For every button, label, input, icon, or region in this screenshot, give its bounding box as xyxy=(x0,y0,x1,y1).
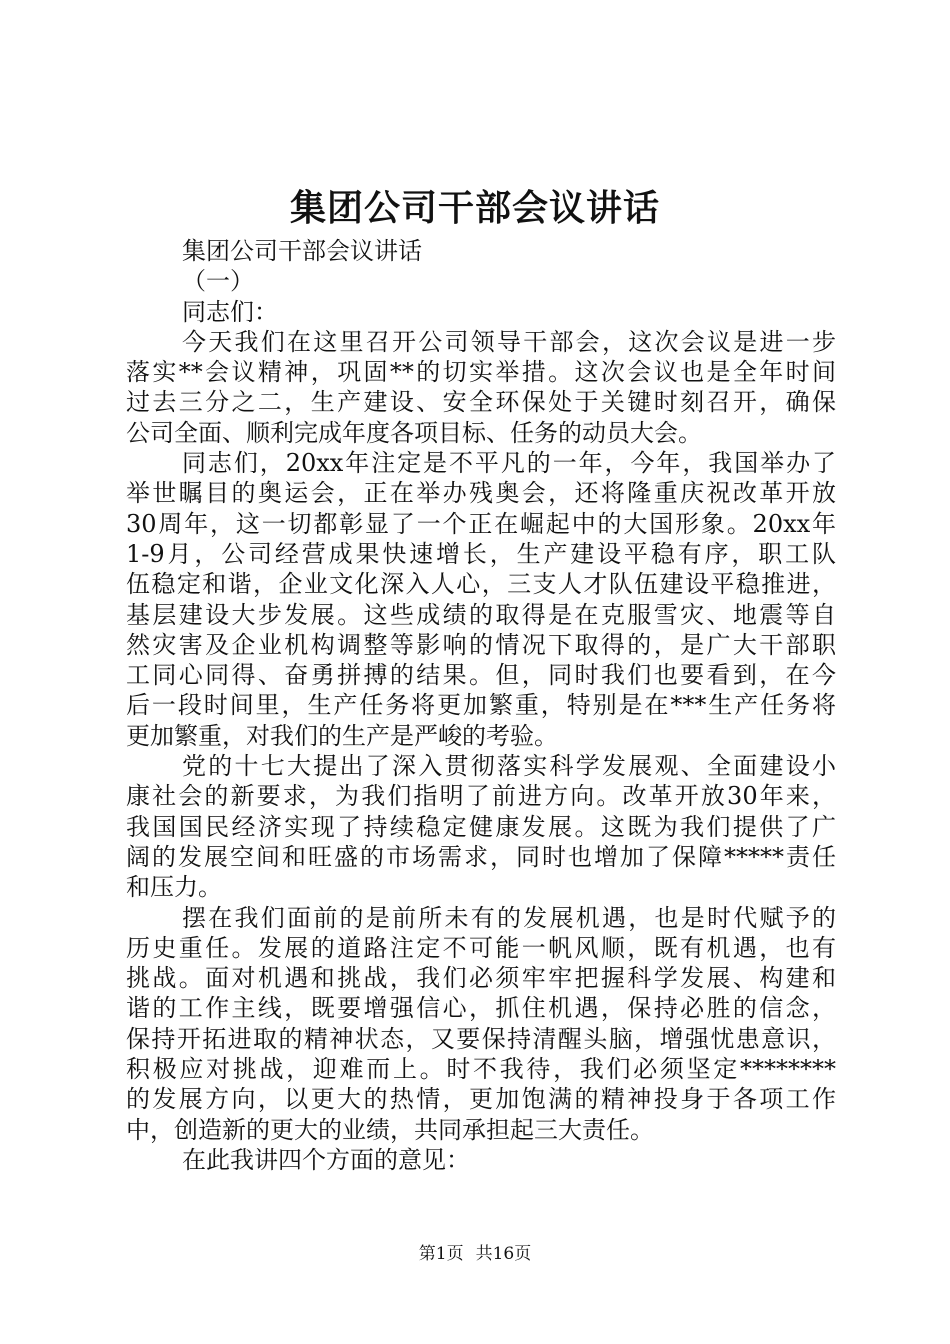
text-line: 中，创造新的更大的业绩，共同承担起三大责任。 xyxy=(126,1115,654,1144)
text-line: 挑战。面对机遇和挑战，我们必须牢牢把握科学发展、构建和 xyxy=(126,964,836,993)
text-line: 同志们： xyxy=(182,297,278,326)
text-line: 然灾害及企业机构调整等影响的情况下取得的，是广大干部职 xyxy=(126,630,836,659)
text-line: 30周年，这一切都彰显了一个正在崛起中的大国形象。20xx年 xyxy=(126,509,836,538)
text-line: 谐的工作主线，既要增强信心，抓住机遇，保持必胜的信念， xyxy=(126,994,836,1023)
text-line: 落实**会议精神，巩固**的切实举措。这次会议也是全年时间 xyxy=(126,358,836,387)
text-line: 的发展方向，以更大的热情，更加饱满的精神投身于各项工作 xyxy=(126,1085,836,1114)
page-number: 第1页 xyxy=(418,1244,464,1264)
text-line: 康社会的新要求，为我们指明了前进方向。改革开放30年来， xyxy=(126,782,836,811)
document-body xyxy=(126,236,836,1175)
text-line: 同志们，20xx年注定是不平凡的一年，今年，我国举办了 xyxy=(182,449,836,478)
page-total: 共16页 xyxy=(475,1244,532,1264)
text-line: 我国国民经济实现了持续稳定健康发展。这既为我们提供了广 xyxy=(126,812,836,841)
page-footer xyxy=(0,1242,950,1266)
text-line: 公司全面、顺利完成年度各项目标、任务的动员大会。 xyxy=(126,418,702,447)
text-line: 阔的发展空间和旺盛的市场需求，同时也增加了保障*****责任 xyxy=(126,842,836,871)
text-line: 1-9月，公司经营成果快速增长，生产建设平稳有序，职工队 xyxy=(126,539,836,568)
text-line: 举世瞩目的奥运会，正在举办残奥会，还将隆重庆祝改革开放 xyxy=(126,479,836,508)
text-line: 伍稳定和谐，企业文化深入人心，三支人才队伍建设平稳推进， xyxy=(126,570,836,599)
text-line: 党的十七大提出了深入贯彻落实科学发展观、全面建设小 xyxy=(182,752,836,781)
text-line: 摆在我们面前的是前所未有的发展机遇，也是时代赋予的 xyxy=(182,903,836,932)
text-line: 工同心同得、奋勇拼搏的结果。但，同时我们也要看到，在今 xyxy=(126,661,836,690)
document-title: 集团公司干部会议讲话 xyxy=(289,187,660,229)
text-line: 在此我讲四个方面的意见： xyxy=(182,1145,470,1174)
text-line: 集团公司干部会议讲话 xyxy=(182,237,422,265)
text-line: 历史重任。发展的道路注定不可能一帆风顺，既有机遇，也有 xyxy=(126,933,836,962)
text-line: 保持开拓进取的精神状态，又要保持清醒头脑，增强忧患意识， xyxy=(126,1024,836,1053)
text-line: 今天我们在这里召开公司领导干部会，这次会议是进一步 xyxy=(182,327,836,356)
text-line: 积极应对挑战，迎难而上。时不我待，我们必须坚定******** xyxy=(126,1055,836,1084)
text-line: 基层建设大步发展。这些成绩的取得是在克服雪灾、地震等自 xyxy=(126,600,836,629)
text-line: 后一段时间里，生产任务将更加繁重，特别是在***生产任务将 xyxy=(126,691,836,720)
text-line: （一） xyxy=(182,267,254,296)
text-line: 和压力。 xyxy=(126,873,222,902)
text-line: 更加繁重，对我们的生产是严峻的考验。 xyxy=(126,721,558,750)
text-line: 过去三分之二，生产建设、安全环保处于关键时刻召开，确保 xyxy=(126,388,836,417)
